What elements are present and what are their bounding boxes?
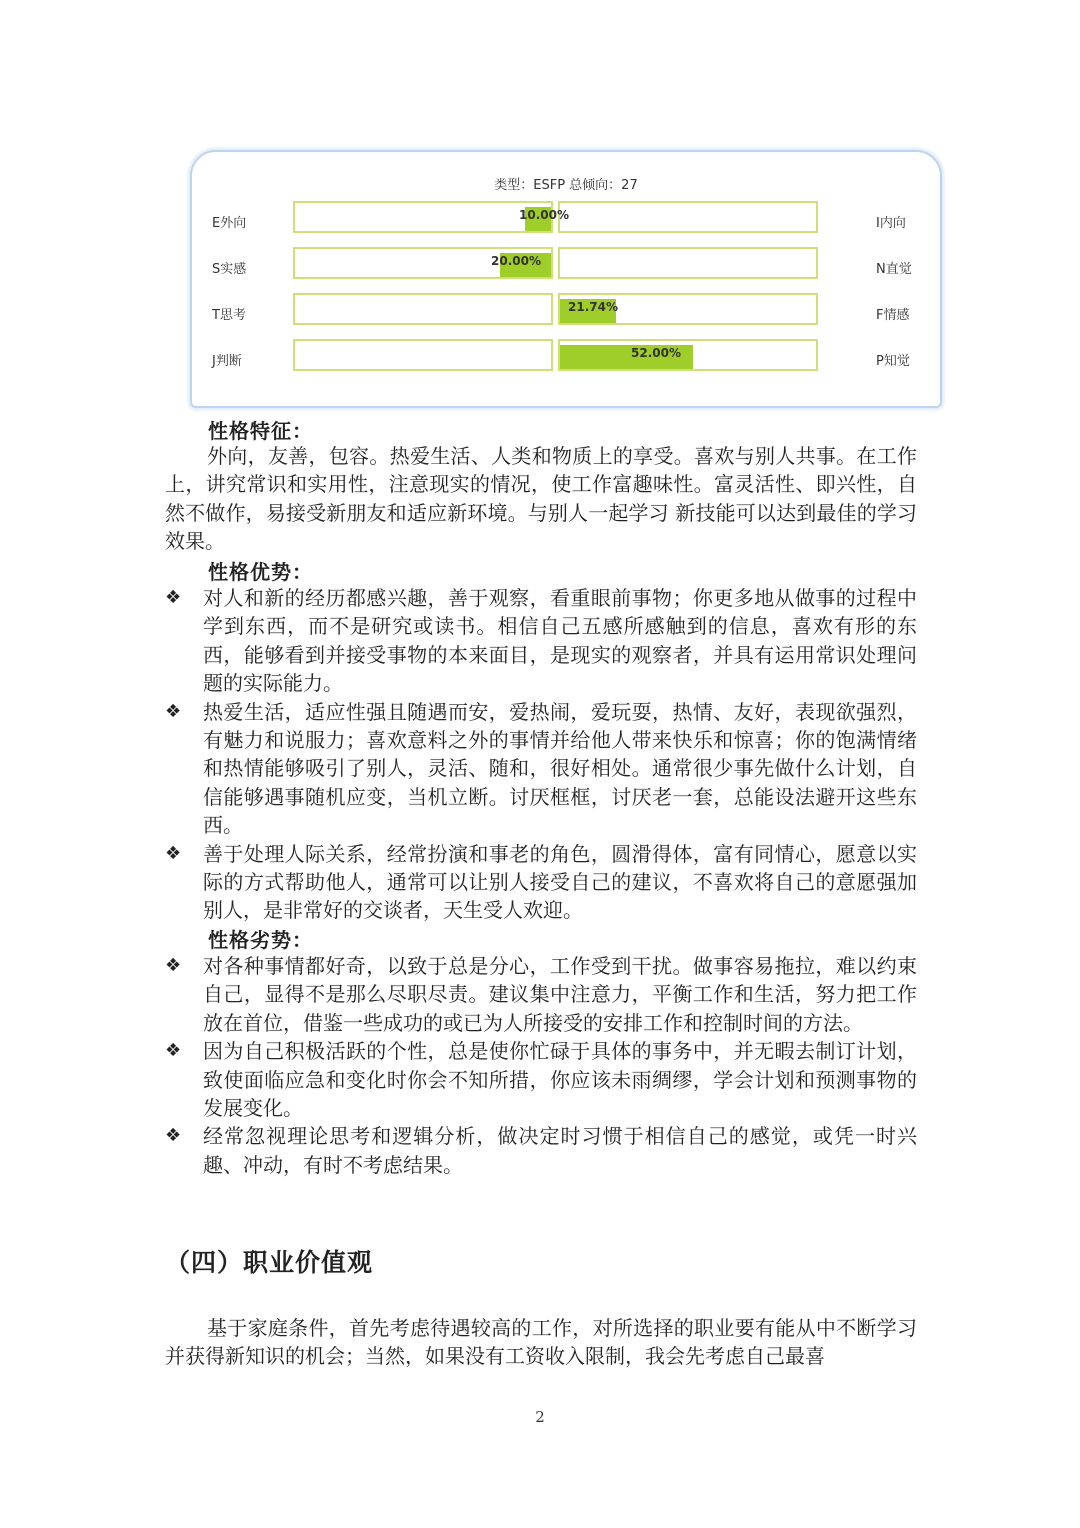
strength-text: 热爱生活，适应性强且随遇而安，爱热闹，爱玩耍，热情、友好，表现欲强烈，有魅力和说服力；喜欢意料之外的事情并给他人带来快乐和惊喜；你的饱满情绪和热情能够吸引了别人，灵活、随和，很好相处。通常很少事先做什么计划，自信能够遇事随机应变，当机立断。讨厌框框，讨厌老一套，总能设法避开这些东西。 xyxy=(203,699,917,838)
traits-heading: 性格特征： xyxy=(208,419,313,443)
track-i xyxy=(558,201,818,233)
label-extraversion: E外向 xyxy=(212,216,247,231)
list-item xyxy=(165,584,917,698)
strength-text: 对人和新的经历都感兴趣，善于观察，看重眼前事物；你更多地从做事的过程中学到东西，而不是研究或读书。相信自己五感所感触到的信息，喜欢有形的东西，能够看到并接受事物的本来面目，是现实的观察者，并具有运用常识处理问题的实际能力。 xyxy=(203,586,917,696)
weakness-text: 经常忽视理论思考和逻辑分析，做决定时习惯于相信自己的感觉，或凭一时兴趣、冲动，有时不考虑结果。 xyxy=(203,1124,917,1177)
track-p xyxy=(558,339,818,371)
diamond-bullet-icon: ❖ xyxy=(165,587,182,608)
page-number: 2 xyxy=(535,1408,545,1426)
weaknesses-list xyxy=(165,952,917,1179)
track-t xyxy=(293,293,553,325)
bar-value-label: 10.00% xyxy=(519,208,569,222)
bar-value-label: 52.00% xyxy=(631,346,681,360)
diamond-bullet-icon: ❖ xyxy=(165,955,182,976)
track-n xyxy=(558,247,818,279)
list-item xyxy=(165,1037,917,1122)
label-perceiving: P知觉 xyxy=(876,354,910,369)
weakness-text: 对各种事情都好奇，以致于总是分心，工作受到干扰。做事容易拖拉，难以约束自己，显得不是那么尽职尽责。建议集中注意力，平衡工作和生活，努力把工作放在首位，借鉴一些成功的或已为人所接受的安排工作和控制时间的方法。 xyxy=(203,954,917,1035)
strength-text: 善于处理人际关系，经常扮演和事老的角色，圆滑得体，富有同情心，愿意以实际的方式帮助他人，通常可以让别人接受自己的建议，不喜欢将自己的意愿强加别人，是非常好的交谈者，天生受人欢迎。 xyxy=(203,841,917,923)
strengths-list xyxy=(165,584,917,925)
label-feeling: F情感 xyxy=(876,308,910,323)
traits-text: 外向，友善，包容。热爱生活、人类和物质上的享受。喜欢与别人共事。在工作上，讲究常识和实用性，注意现实的情况，使工作富趣味性。富灵活性、即兴性，自然不做作，易接受新朋友和适应新环境。与别人一起学习 新技能可以达到最佳的学习效果。 xyxy=(165,444,917,554)
label-intuition: N直觉 xyxy=(876,262,912,277)
weakness-text: 因为自己积极活跃的个性，总是使你忙碌于具体的事务中，并无暇去制订计划，致使面临应急和变化时你会不知所措，你应该未雨绸缪，学会计划和预测事物的发展变化。 xyxy=(203,1039,917,1121)
diamond-bullet-icon: ❖ xyxy=(165,1125,182,1147)
bar-value-label: 21.74% xyxy=(568,300,618,314)
diamond-bullet-icon: ❖ xyxy=(165,700,182,722)
personality-chart xyxy=(190,150,942,408)
diamond-bullet-icon: ❖ xyxy=(165,1040,182,1062)
career-values-text: 基于家庭条件，首先考虑待遇较高的工作，对所选择的职业要有能从中不断学习并获得新知识的机会；当然，如果没有工资收入限制，我会先考虑自己最喜 xyxy=(165,1316,917,1369)
label-thinking: T思考 xyxy=(212,308,246,323)
diamond-bullet-icon: ❖ xyxy=(165,842,182,864)
chart-title: 类型：ESFP 总倾向：27 xyxy=(494,178,638,193)
bar-value-label: 20.00% xyxy=(491,254,541,268)
label-introversion: I内向 xyxy=(876,216,906,231)
track-j xyxy=(293,339,553,371)
list-item xyxy=(165,952,917,1037)
section-title: （四）职业价值观 xyxy=(165,1248,374,1277)
label-sensing: S实感 xyxy=(212,262,247,277)
list-item xyxy=(165,698,917,840)
track-e xyxy=(293,201,553,233)
list-item xyxy=(165,1122,917,1179)
career-values-paragraph xyxy=(165,1314,917,1371)
label-judging: J判断 xyxy=(212,354,242,369)
traits-paragraph xyxy=(165,442,917,556)
list-item xyxy=(165,840,917,925)
strengths-heading: 性格优势： xyxy=(208,560,313,584)
weaknesses-heading: 性格劣势： xyxy=(208,928,313,952)
